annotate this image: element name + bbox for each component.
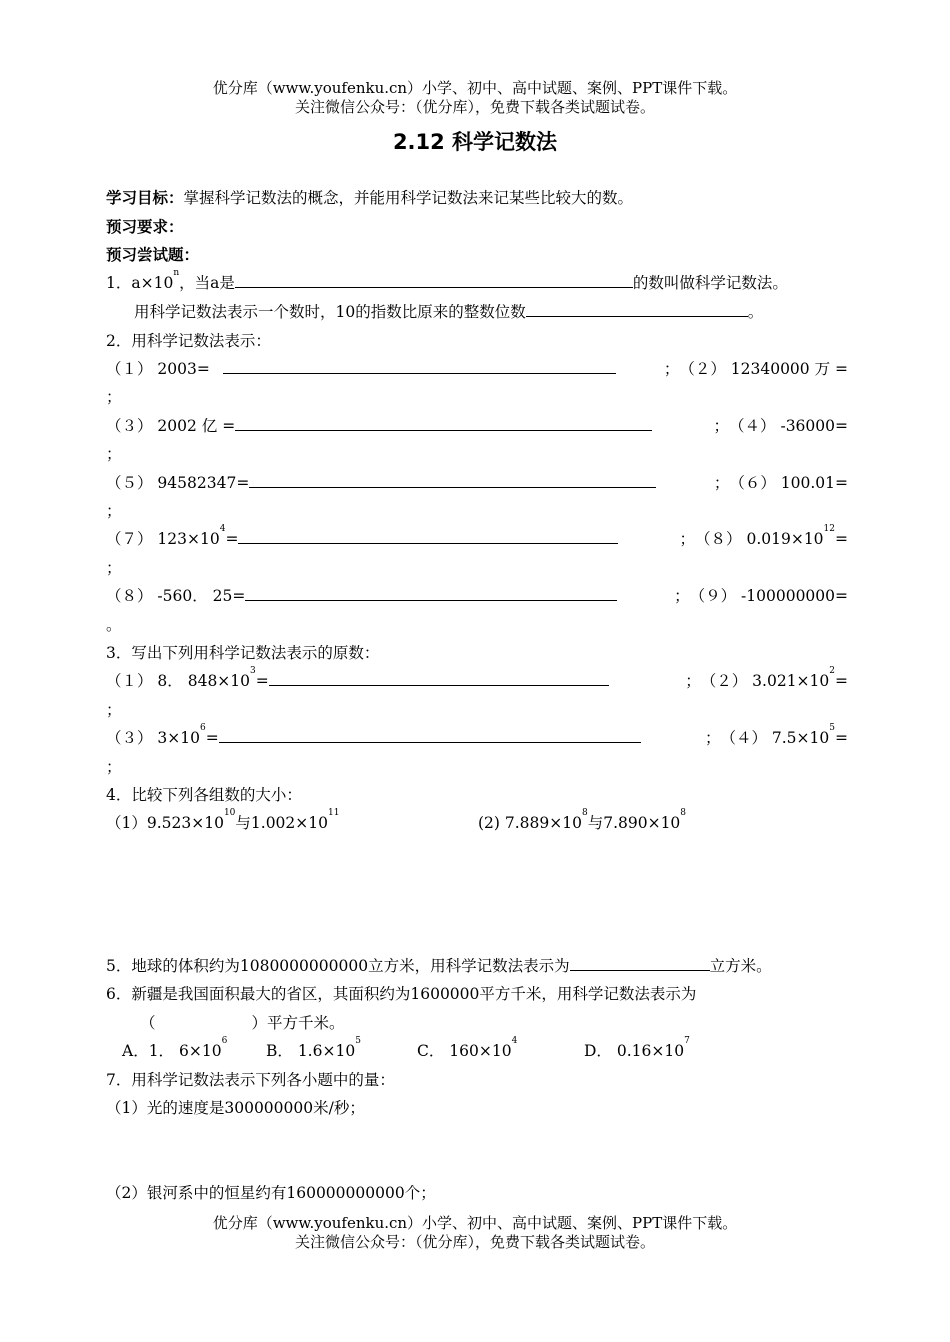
q2-4-blank[interactable] xyxy=(238,527,618,544)
q6-option-d[interactable] xyxy=(584,1036,690,1061)
q2-3-cont: ； xyxy=(106,502,122,520)
question-1 xyxy=(106,268,788,293)
header-line-2: 关注微信公众号：（优分库），免费下载各类试题试卷。 xyxy=(294,98,655,116)
q2-2-left: （３） 2002 亿 = xyxy=(106,417,236,435)
q2-2-right: ； （４） -36000= xyxy=(713,417,848,435)
question-4-title: 4．比较下列各组数的大小： xyxy=(106,786,302,804)
q2-4-right xyxy=(679,524,848,549)
q2-item-3 xyxy=(106,471,656,493)
page-title: 2.12 科学记数法 xyxy=(392,130,558,154)
question-6: 6．新疆是我国面积最大的省区，其面积约为1600000平方千米，用科学记数法表示为 xyxy=(106,985,697,1003)
q2-4-left: （７） 123×10 xyxy=(106,530,220,548)
q6-open: （ xyxy=(140,1014,156,1032)
q7-part-b: （2）银河系中的恒星约有160000000000个； xyxy=(106,1184,436,1202)
footer-line-2: 关注微信公众号：（优分库），免费下载各类试题试卷。 xyxy=(294,1233,655,1251)
header-line-1: 优分库（www.youfenku.cn）小学、初中、高中试题、案例、PPT课件下载。 xyxy=(212,79,738,97)
q2-1-cont: ； xyxy=(106,388,122,406)
q2-item-4 xyxy=(106,524,618,549)
q1-blank-1[interactable] xyxy=(235,271,633,288)
q7-part-a: （1）光的速度是300000000米/秒； xyxy=(106,1099,365,1117)
q2-4-cont: ； xyxy=(106,559,122,577)
q3-2-cont: ； xyxy=(106,758,122,776)
q2-5-blank[interactable] xyxy=(245,584,617,601)
preview-try-heading: 预习尝试题： xyxy=(106,245,200,264)
q2-4-right-end: = xyxy=(835,530,848,548)
q4-b-sup1: 8 xyxy=(581,808,588,818)
q2-5-left: （８） -560． 25= xyxy=(106,587,246,605)
q6-option-b[interactable] xyxy=(266,1036,361,1061)
goal-label: 学习目标： xyxy=(106,188,184,207)
q3-1-right-text: ； （２） 3.021×10 xyxy=(685,672,830,690)
question-1-line-2 xyxy=(134,300,763,322)
q2-2-cont: ； xyxy=(106,445,122,463)
question-7-title: 7．用科学记数法表示下列各小题中的量： xyxy=(106,1071,395,1089)
q4-part-b xyxy=(478,808,687,833)
q4-a-sup1: 10 xyxy=(223,808,236,818)
q2-1-right: ； （２） 12340000 万 = xyxy=(663,360,848,378)
question-5 xyxy=(106,954,772,976)
q6-b-sup: 5 xyxy=(355,1036,361,1046)
q6-option-a[interactable] xyxy=(122,1036,228,1061)
q1-mid: ，当a是 xyxy=(179,274,235,292)
q6-answer-blank xyxy=(140,1011,345,1033)
q2-4-left-end: = xyxy=(225,530,239,548)
q6-c-text: C． 160×10 xyxy=(417,1042,512,1060)
q3-2-left-sup: 6 xyxy=(200,723,206,733)
q1-prefix: 1．a×10 xyxy=(106,274,174,292)
q4-b-mid: 与7.890×10 xyxy=(587,814,681,832)
q5-text: 5．地球的体积约为1080000000000立方米，用科学记数法表示为 xyxy=(106,957,570,975)
q6-d-sup: 7 xyxy=(684,1036,690,1046)
q2-1-left: （１） 2003= xyxy=(106,360,210,378)
question-2-title: 2．用科学记数法表示： xyxy=(106,332,271,350)
q4-a-text: （1）9.523×10 xyxy=(106,814,224,832)
q2-item-1 xyxy=(106,357,616,379)
q2-3-blank[interactable] xyxy=(249,471,656,488)
q2-1-blank[interactable] xyxy=(223,357,616,374)
q3-1-right xyxy=(685,666,848,691)
q6-option-c[interactable] xyxy=(417,1036,518,1061)
q2-3-right: ； （６） 100.01= xyxy=(713,474,848,492)
q3-2-right xyxy=(704,723,848,748)
q4-part-a xyxy=(106,808,340,833)
q3-2-right-text: ； （４） 7.5×10 xyxy=(704,729,830,747)
q2-4-right-text: ； （８） 0.019×10 xyxy=(679,530,824,548)
q3-1-cont: ； xyxy=(106,701,122,719)
q4-b-text: (2) 7.889×10 xyxy=(478,814,582,832)
q6-close: ）平方千米。 xyxy=(251,1014,345,1032)
q3-1-right-end: = xyxy=(835,672,848,690)
q3-2-right-end: = xyxy=(835,729,848,747)
q2-4-right-sup: 12 xyxy=(823,524,835,534)
q2-5-cont: 。 xyxy=(106,616,122,634)
q3-item-2 xyxy=(106,723,641,748)
q3-1-left: （１） 8． 848×10 xyxy=(106,672,251,690)
q2-3-left: （５） 94582347= xyxy=(106,474,250,492)
q5-end: 立方米。 xyxy=(709,957,772,975)
q4-a-sup2: 11 xyxy=(328,808,340,818)
q3-1-right-sup: 2 xyxy=(829,666,835,676)
q6-d-text: D． 0.16×10 xyxy=(584,1042,685,1060)
q3-2-left-end: = xyxy=(205,729,219,747)
q3-1-blank[interactable] xyxy=(269,669,609,686)
q2-item-5 xyxy=(106,584,617,606)
learning-goal xyxy=(106,186,633,208)
q2-item-2 xyxy=(106,414,652,436)
q1-line2-end: 。 xyxy=(747,303,764,321)
question-3-title: 3．写出下列用科学记数法表示的原数： xyxy=(106,644,380,662)
q2-5-right: ； （９） -100000000= xyxy=(674,587,848,605)
q3-2-blank[interactable] xyxy=(219,726,641,743)
footer-line-1: 优分库（www.youfenku.cn）小学、初中、高中试题、案例、PPT课件下载。 xyxy=(212,1214,738,1232)
preview-requirements: 预习要求： xyxy=(106,217,184,236)
q1-line2: 用科学记数法表示一个数时，10的指数比原来的整数位数 xyxy=(134,303,526,321)
q3-2-right-sup: 5 xyxy=(829,723,835,733)
q6-a-text: A．1． 6×10 xyxy=(122,1042,222,1060)
goal-text: 掌握科学记数法的概念，并能用科学记数法来记某些比较大的数。 xyxy=(183,189,634,207)
q4-b-sup2: 8 xyxy=(680,808,687,818)
q3-2-left: （３） 3×10 xyxy=(106,729,200,747)
q1-suffix: 的数叫做科学记数法。 xyxy=(632,274,788,292)
q6-b-text: B． 1.6×10 xyxy=(266,1042,356,1060)
q2-4-left-sup: 4 xyxy=(219,524,226,534)
q6-c-sup: 4 xyxy=(511,1036,518,1046)
q1-blank-2[interactable] xyxy=(526,300,748,317)
q3-item-1 xyxy=(106,666,609,691)
q3-1-left-end: = xyxy=(255,672,269,690)
q5-blank[interactable] xyxy=(570,954,710,971)
q4-a-mid: 与1.002×10 xyxy=(235,814,328,832)
q3-1-left-sup: 3 xyxy=(250,666,256,676)
q6-a-sup: 6 xyxy=(221,1036,228,1046)
q2-2-blank[interactable] xyxy=(235,414,652,431)
q1-sup: n xyxy=(173,268,180,278)
